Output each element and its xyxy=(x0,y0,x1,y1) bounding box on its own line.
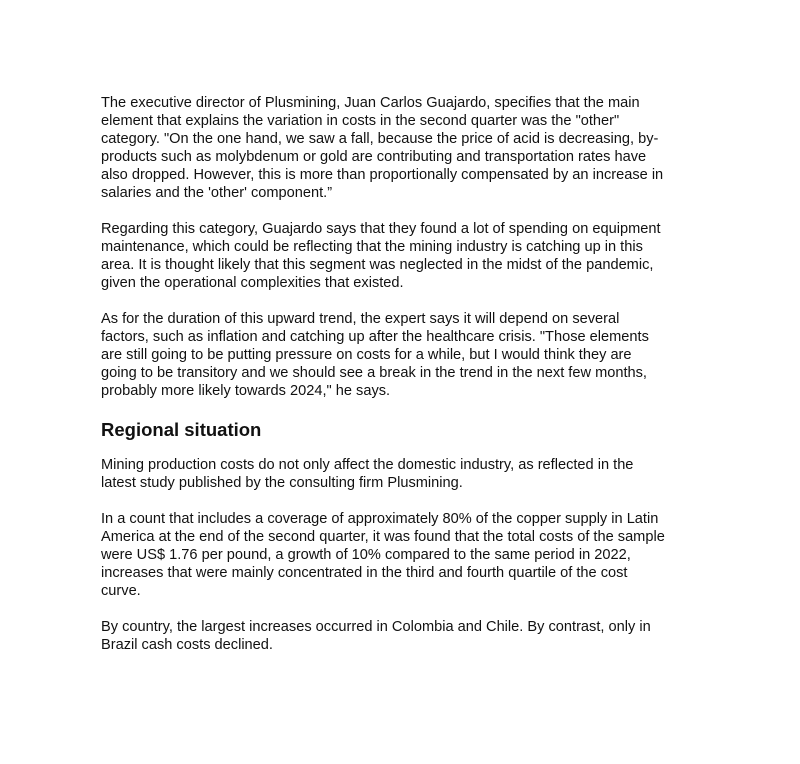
paragraph-trend-duration: As for the duration of this upward trend, the expert says it will depend on several factors, such as inflation and catching up after the healthcare crisis. "Those elements are still going to be putting pressure on costs for a while, but I would think they are going to be transitory and we should see a break in the trend in the next few months, probably more likely towards 2024," he says. xyxy=(101,311,649,399)
paragraph-guajardo-other-category: The executive director of Plusmining, Juan Carlos Guajardo, specifies that the main element that explains the variation in costs in the second quarter was the "other" category. "On the one hand, we saw a fall, because the price of acid is decreasing, by- products such as molybdenum or gold are contributing and transportation rates have also dropped. However, this is more than proportionally compensated by an increase in salaries and the 'other' component.” xyxy=(101,95,664,201)
paragraph-domestic-industry: Mining production costs do not only affect the domestic industry, as reflected in the latest study published by the consulting firm Plusmining. xyxy=(101,457,634,491)
paragraph-equipment-maintenance: Regarding this category, Guajardo says that they found a lot of spending on equipment maintenance, which could be reflecting that the mining industry is catching up in this area. It is thought likely that this segment was neglected in the midst of the pandemic, given the operational complexities that existed. xyxy=(101,221,661,291)
paragraph-latin-america-costs: In a count that includes a coverage of approximately 80% of the copper supply in Latin America at the end of the second quarter, it was found that the total costs of the sample were US$ 1.76 per pound, a growth of 10% compared to the same period in 2022, increases that were mainly concentrated in the third and fourth quartile of the cost curve. xyxy=(101,511,665,599)
paragraph-by-country: By country, the largest increases occurred in Colombia and Chile. By contrast, only in Brazil cash costs declined. xyxy=(101,619,651,653)
article-body xyxy=(101,94,706,672)
section-heading-regional-situation: Regional situation xyxy=(101,419,262,440)
